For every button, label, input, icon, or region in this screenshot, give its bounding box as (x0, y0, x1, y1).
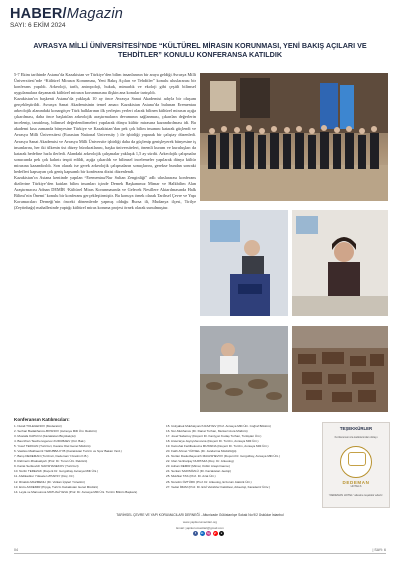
page-number-left: 04 (14, 548, 18, 552)
participant-item: 11. Abdikadirer Yükselen ZHAKSY (Doç. Dr.) (14, 474, 75, 479)
participant-item: 7. Barış DEDEMAN (Turizmci, Dedeman Yönetim K.B.) (14, 454, 89, 459)
participant-item: 16. Nur-Mukhanov (Dr. Danat Turhan, Merkezi Asra Müdürü) (166, 429, 248, 434)
participant-item: 27. Vedat İMAM (Prof. Dr. EGİ Vektörler Fakültesi, Arkeoloji, Karadeniz Üniv.) (166, 484, 270, 489)
footer-website[interactable]: www.yapikorumaciIari.org (182, 520, 218, 524)
participant-item: 20. Fatih Ahmet YÜKSEL (Dr. Jandarma Müdürlüğü) (166, 449, 237, 454)
participant-item: 15. Ustiyabek Mukhatyonch RAZYEV (Prof. Avrasya Milli Üni. Coğraf Bölümü) (166, 424, 271, 428)
issue-date: SAYI: 6 EKİM 2024 (10, 22, 66, 29)
participant-item: 13. Ercis AKDEMIR (Prpga, Turizm Kazakistan Genel Müdürü) (14, 484, 99, 489)
participant-item: 25. Mukhtar TAS (Prof. Dr. Azat Üni.) (166, 474, 216, 479)
article-headline: AVRASYA MİLLİ ÜNİVERSİTESİ’NDE “KÜLTÜREL MİRASIN KORUNMASI, YENİ BAKIŞ AÇILARI VE TEHDİTLER” KONULU KONFERANSA KATILDIK (33, 41, 367, 60)
dedeman-brand-sub: HOTELS (350, 485, 362, 488)
participant-item: 19. Kamshat Fazilbekovna MUSSINA (Doçent Dr. Turizm, Avrasya Milli Üni.) (166, 444, 269, 449)
participant-item: 2. Serhan Badakhanov-BOSNOV (Avrasya Milli Üni. Rektörü) (14, 429, 97, 434)
page-number-right: | SAYI: 6 (372, 548, 386, 552)
ancient-settlement-photo (292, 326, 388, 412)
speaker-podium-photo (200, 210, 288, 316)
dedeman-logo-mark (348, 452, 366, 466)
youtube-icon[interactable]: yt (213, 531, 217, 535)
paragraph-2: Kazakistan’ın başkenti Astana’da yaklaşık 10 ay önce Avrasya Sanat Akademisi adıyla bir oluşum gerçekleştirildi. Avrasya Sanat Akademisinin temel amacı Kazakistan Astana’da bulunan Erementau arkeolojik alanındaki konargöçer Türk halklarının ilk yerleşim yerleri olarak bilinen kültürel mirasın açığa çıkarılması, daha önce başlatılan arkeolojik araştırmaların devamının sağlanması, çıkarılan değerlerin incelenip, tanıtılmış, bilimsel değerlendirmeleri yapılarak dünya kültür mirasına kazandırılması idi. Bu akademi kısa zamanda bünyesine Türkiye ve Kazakistan’dan pek çok bilim insanını katarak güçlendi ve Avrasya Milli Üniversitesi (Eurasian National University ) ile işbirliği yaparak bir çalıştay düzenledi. Avrasya Sanat Akademisi ve Avrasya Milli Üniversite işbirliği daha da güçlenip genişleyerek bünyesine iş insanlarını, her iki ülkenin üst düzey bürokratlarını, başka üniversiteleri, önemli kurum ve kuruluşları da katarak hedefine hızla ilerledi. Alandaki arkeolojik çalışmalar yaklaşık 1,5 ay sürdü. Arkeolojik çalışmalar sonucunda pek çok kalıntı tespit edildi, açığa çıkarıldı ve bilimsel incelemeler yapılarak dünya kültür mirasına kazandırıldı. Son olarak ise gerek arkeolojik çalışmaların sonuçlarını, gerekse bundan sonraki hedefleri kapsayan çok geniş kapsamlı bir konferans dizisi düzenlendi. (14, 96, 196, 174)
paragraph-3: Kazakistan’ın Astana kentinde yapılan “Erementau/Nur Sultan Zenginliği” adlı uluslararası konferans dizilerine Türkiye’den katılan bilim insanları içinde Demek Başkanımız Mimar ve Halkbilim Alan Araştırmacısı Adnan DEMİR ‘Kültürel Miras Korunmasında ve Gelecek Nesillere Aktarılmasında Halk Bilimi’nin Önemi’ konulu bir konferans gerçekleştirmiştir. Bu konuya örnek olarak Tarihsel Çevre ve Yapı Korumacıları Derneği’nin önceki dönemlerde yapmış olduğu Bursa ili, Mudanya ilçesi, Tirilye (Zeytinbağı) mahallesinde yaptığı kültürel miras koruma projesi örnek olarak sunulmuştur. (14, 174, 196, 211)
footer-email[interactable]: Email: yapikorumacilari@gmail.com (176, 526, 224, 530)
paragraph-1: 5-7 Ekim tarihinde Astana’da Kazakistan ve Türkiye’den bilim insanlarının bir araya geldiği Avrasya Milli Üniversitesi’nde “Kültürel Mirasın Korunması, Yeni Bakış Açıları ve Tehditler” konulu uluslararası bir konferans yapıldı. Arkeoloji, tarih, antropoloji, hukuk, mimarlık ve ekoloji gibi çeşitli bilimsel uygulamalara dayanarak kültürel mirasın korunmasına ilişkin ana konular tartışıldı. (14, 72, 196, 96)
participant-item: 17. Josef Sabetroy (Doçent Dr. Kaniyyet Kudaş Turhan, Turkiştan Üni.) (166, 434, 262, 439)
participants-title: Konferansın Katılımcıları: (14, 417, 70, 422)
magazine-title (10, 6, 123, 22)
participant-item: 14. Leyla ve Mansurova MATUALİYEVA (Prof. Dr. Avrasya Milli Üni. Turizm Bölüm Başkanı) (14, 489, 138, 494)
seated-participant-photo (292, 210, 388, 316)
participant-item: 5. Yusuf TERCAN (Turizmci, Kavara Otel Genel Müdürü) (14, 444, 91, 449)
participant-item: 23. Adnan DEMIR (Mimar, Kültür Araştırmacısı) (166, 464, 230, 469)
participant-item: 24. Serkan SARISÖZLÜ (Dr. Kazakistan Jeoloji) (166, 469, 231, 474)
thanks-title: TEŞEKKÜRLER (339, 426, 373, 431)
group-photo (200, 73, 388, 201)
thanks-box (322, 422, 390, 508)
brand-italic: Magazin (66, 6, 124, 22)
participant-item: 6. Vasilios Makhaeniti YERUBBA KYB (Kazakistan Turizm ve Spor Bakan Yard.) (14, 449, 122, 454)
participant-item: 12. Rinaldo MAZMENLI (Dr. Volkan İçişleri Yönetimi) (14, 479, 85, 484)
masthead (10, 6, 123, 29)
article-body (14, 72, 196, 211)
participant-item: 18. Aravzarya Jaynyshevovna (Doçent Dr. Turizm, Avrasya Milli Üni.) (166, 439, 259, 444)
participant-item: 10. Nurlin TEREZAK (Doçent Dr. Gorgolbay Avrasya Milli Üni.) (14, 469, 99, 474)
participant-item: 26. Nurettin ÖZTÜRK (Prof. Dr. Arkeolog, Erzurum Atatürk Üni.) (166, 479, 252, 484)
x-icon[interactable]: x (220, 531, 223, 535)
participant-item: 21. Nurlan Dauletbayevich MAGISHEVOV (Doçent Dr. Gorgolbay, Avrasya Milli Üni.) (166, 454, 280, 459)
facebook-icon[interactable]: f (195, 531, 196, 535)
thanks-subtitle: Konferansımıza katkılarından dolayı (334, 436, 378, 439)
participant-item: 1. Nurali TOLEGENOV (Moderatör) (14, 424, 62, 428)
participants-left-column (14, 424, 162, 495)
participant-item: 3. Mustafa KAPUCU (Kazakistan Büyükelçisi) (14, 434, 76, 439)
instagram-icon[interactable]: ig (207, 531, 210, 535)
participant-item: 8. Rahmetn Zhaksaliyeh (Prof. Dr. Turan Üni. Rektörü) (14, 459, 88, 464)
participant-item: 22. Ulan Venhanjay NURTAZA (Doç. Dr. Arkeolog) (166, 459, 234, 464)
linkedin-icon[interactable]: in (200, 531, 204, 535)
thanks-note: “DEDEMAN HOTEL” ailesine teşekkür ederiz. (328, 494, 384, 497)
dedeman-logo (340, 446, 372, 478)
social-icons (193, 531, 224, 536)
artifacts-photo (200, 326, 288, 412)
brand-name: HABER/ (10, 6, 67, 22)
participant-item: 4. Baurzhan Taschenogenov-KUDUBAEV (Kül. Bak.) (14, 439, 86, 444)
footer-organization: TARİHSEL ÇEVRE VE YAPI KORUMACILARI DERNEĞİ - Altunizade Gülüstanlıçe Sokak No:9/2 Üsküdar İstanbul (116, 513, 284, 517)
participants-right-column (166, 424, 314, 490)
dedeman-brand: DEDEMAN (342, 480, 370, 485)
footer-rule (14, 553, 386, 554)
participant-item: 9. Kairat Serikovich NAKSHANEKOV (Turizmci) (14, 464, 79, 469)
